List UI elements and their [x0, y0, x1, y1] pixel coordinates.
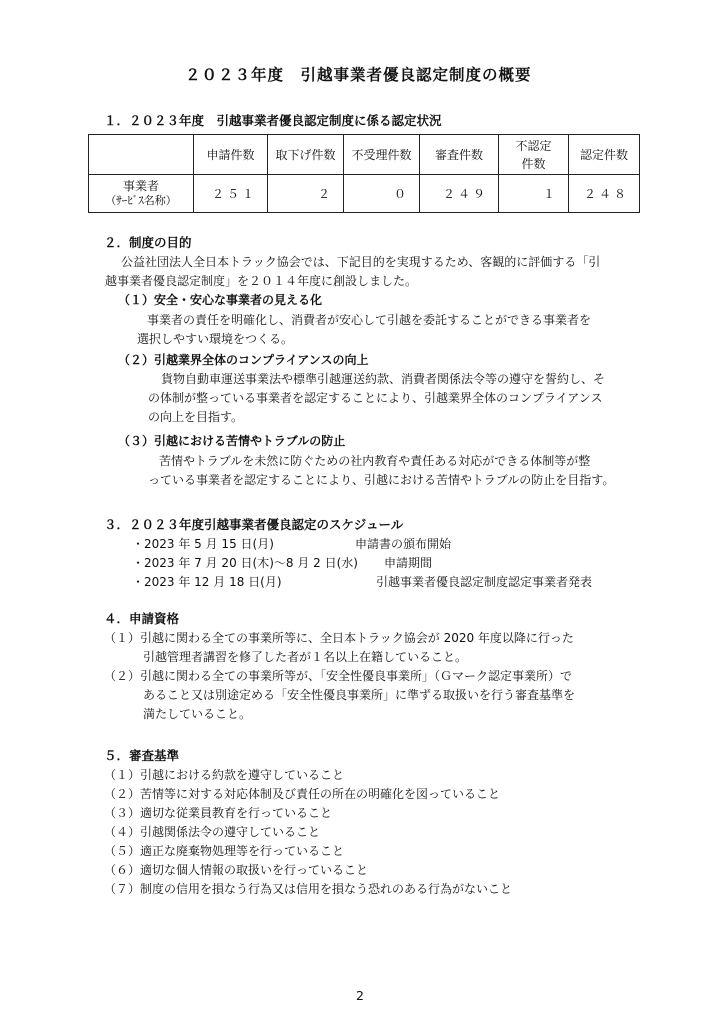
- purpose-item-1-line1: 事業者の責任を明確化し、消費者が安心して引越を委託することができる事業者を: [147, 313, 592, 327]
- header-reviewed: 審査件数: [420, 135, 499, 175]
- section-3-heading: ３．２０２３年度引越事業者優良認定のスケジュール: [104, 517, 404, 532]
- section-5-heading: ５．審査基準: [104, 748, 180, 763]
- criteria-item-2: （２）苦情等に対する対応体制及び責任の所在の明確化を図っていること: [104, 787, 501, 801]
- purpose-item-2-title: （２）引越業界全体のコンプライアンスの向上: [118, 353, 369, 367]
- purpose-item-2-line1: 貨物自動車運送事業法や標準引越運送約款、消費者関係法令等の遵守を誓約し、そ: [161, 372, 606, 386]
- criteria-item-1: （１）引越における約款を遵守していること: [104, 768, 345, 782]
- eligibility-1-line1: （１）引越に関わる全ての事業所等に、全日本トラック協会が 2020 年度以降に行った: [104, 631, 574, 645]
- purpose-item-2-line2: の体制が整っている事業者を認定することにより、引越業界全体のコンプライアンス: [148, 391, 603, 405]
- purpose-item-3-line2: っている事業者を認定することにより、引越における苦情やトラブルの防止を目指す。: [148, 473, 615, 487]
- row-label-line2: （ｻｰﾋﾞｽ名称）: [105, 194, 177, 208]
- value-not-certified: １: [499, 175, 569, 213]
- eligibility-2-line1: （２）引越に関わる全ての事業所等が、「安全性優良事業所」（Ｇマーク認定事業所）で: [104, 669, 573, 683]
- eligibility-1-line2: 引越管理者講習を修了した者が１名以上在籍していること。: [143, 650, 468, 664]
- purpose-paragraph-line2: 越事業者優良認定制度」を２０１４年度に創設しました。: [105, 274, 418, 288]
- value-reviewed: ２４９: [420, 175, 499, 213]
- header-not-accepted: 不受理件数: [344, 135, 420, 175]
- purpose-paragraph-line1: 公益社団法人全日本トラック協会では、下記目的を実現するため、客観的に評価する「引: [121, 255, 601, 269]
- purpose-item-3-title: （３）引越における苦情やトラブルの防止: [118, 434, 346, 448]
- page-title: ２０２３年度 引越事業者優良認定制度の概要: [185, 66, 532, 84]
- schedule-event-3: 引越事業者優良認定制度認定事業者発表: [376, 575, 593, 589]
- section-2-heading: ２．制度の目的: [104, 235, 192, 250]
- purpose-item-3-line1: 苦情やトラブルを未然に防ぐための社内教育や責任ある対応ができる体制等が整: [159, 454, 591, 468]
- header-not-certified-line2: 件数: [521, 156, 546, 171]
- header-applications: 申請件数: [194, 135, 268, 175]
- certification-status-table: [88, 134, 640, 213]
- value-withdrawn: ２: [268, 175, 344, 213]
- value-applications: ２５１: [194, 175, 268, 213]
- schedule-date-2: ・2023 年 7 月 20 日(木)～8 月 2 日(水): [132, 556, 358, 570]
- row-label-line1: 事業者: [122, 178, 159, 193]
- criteria-item-7: （７）制度の信用を損なう行為又は信用を損なう恐れのある行為がないこと: [104, 882, 513, 896]
- header-withdrawn: 取下げ件数: [268, 135, 344, 175]
- value-certified: ２４８: [569, 175, 640, 213]
- purpose-item-1-title: （１）安全・安心な事業者の見える化: [118, 293, 323, 307]
- purpose-item-2-line3: の向上を目指す。: [148, 410, 244, 424]
- criteria-item-3: （３）適切な従業員教育を行っていること: [104, 806, 333, 820]
- value-not-accepted: ０: [344, 175, 420, 213]
- eligibility-2-line2: あること又は別途定める「安全性優良事業所」に準ずる取扱いを行う審査基準を: [143, 688, 576, 702]
- table-corner-cell: [89, 135, 194, 175]
- criteria-item-4: （４）引越関係法令の遵守していること: [104, 825, 321, 839]
- criteria-item-6: （６）適切な個人情報の取扱いを行っていること: [104, 863, 369, 877]
- table-header-row: [89, 135, 640, 175]
- row-label-cell: [89, 175, 194, 213]
- criteria-item-5: （５）適正な廃棄物処理等を行っていること: [104, 844, 345, 858]
- page-number: 2: [356, 988, 364, 1003]
- header-not-certified-line1: 不認定: [515, 138, 552, 153]
- schedule-date-1: ・2023 年 5 月 15 日(月): [132, 537, 274, 551]
- schedule-event-2: 申請期間: [384, 556, 433, 570]
- schedule-event-1: 申請書の頒布開始: [355, 537, 452, 551]
- schedule-date-3: ・2023 年 12 月 18 日(月): [132, 575, 282, 589]
- table-row: [89, 175, 640, 213]
- section-4-heading: ４．申請資格: [104, 611, 180, 626]
- section-1-heading: １．２０２３年度 引越事業者優良認定制度に係る認定状況: [104, 113, 442, 128]
- header-certified: 認定件数: [569, 135, 640, 175]
- header-not-certified: [499, 135, 569, 175]
- purpose-item-1-line2: 選択しやすい環境をつくる。: [137, 332, 294, 346]
- eligibility-2-line3: 満たしていること。: [143, 707, 252, 721]
